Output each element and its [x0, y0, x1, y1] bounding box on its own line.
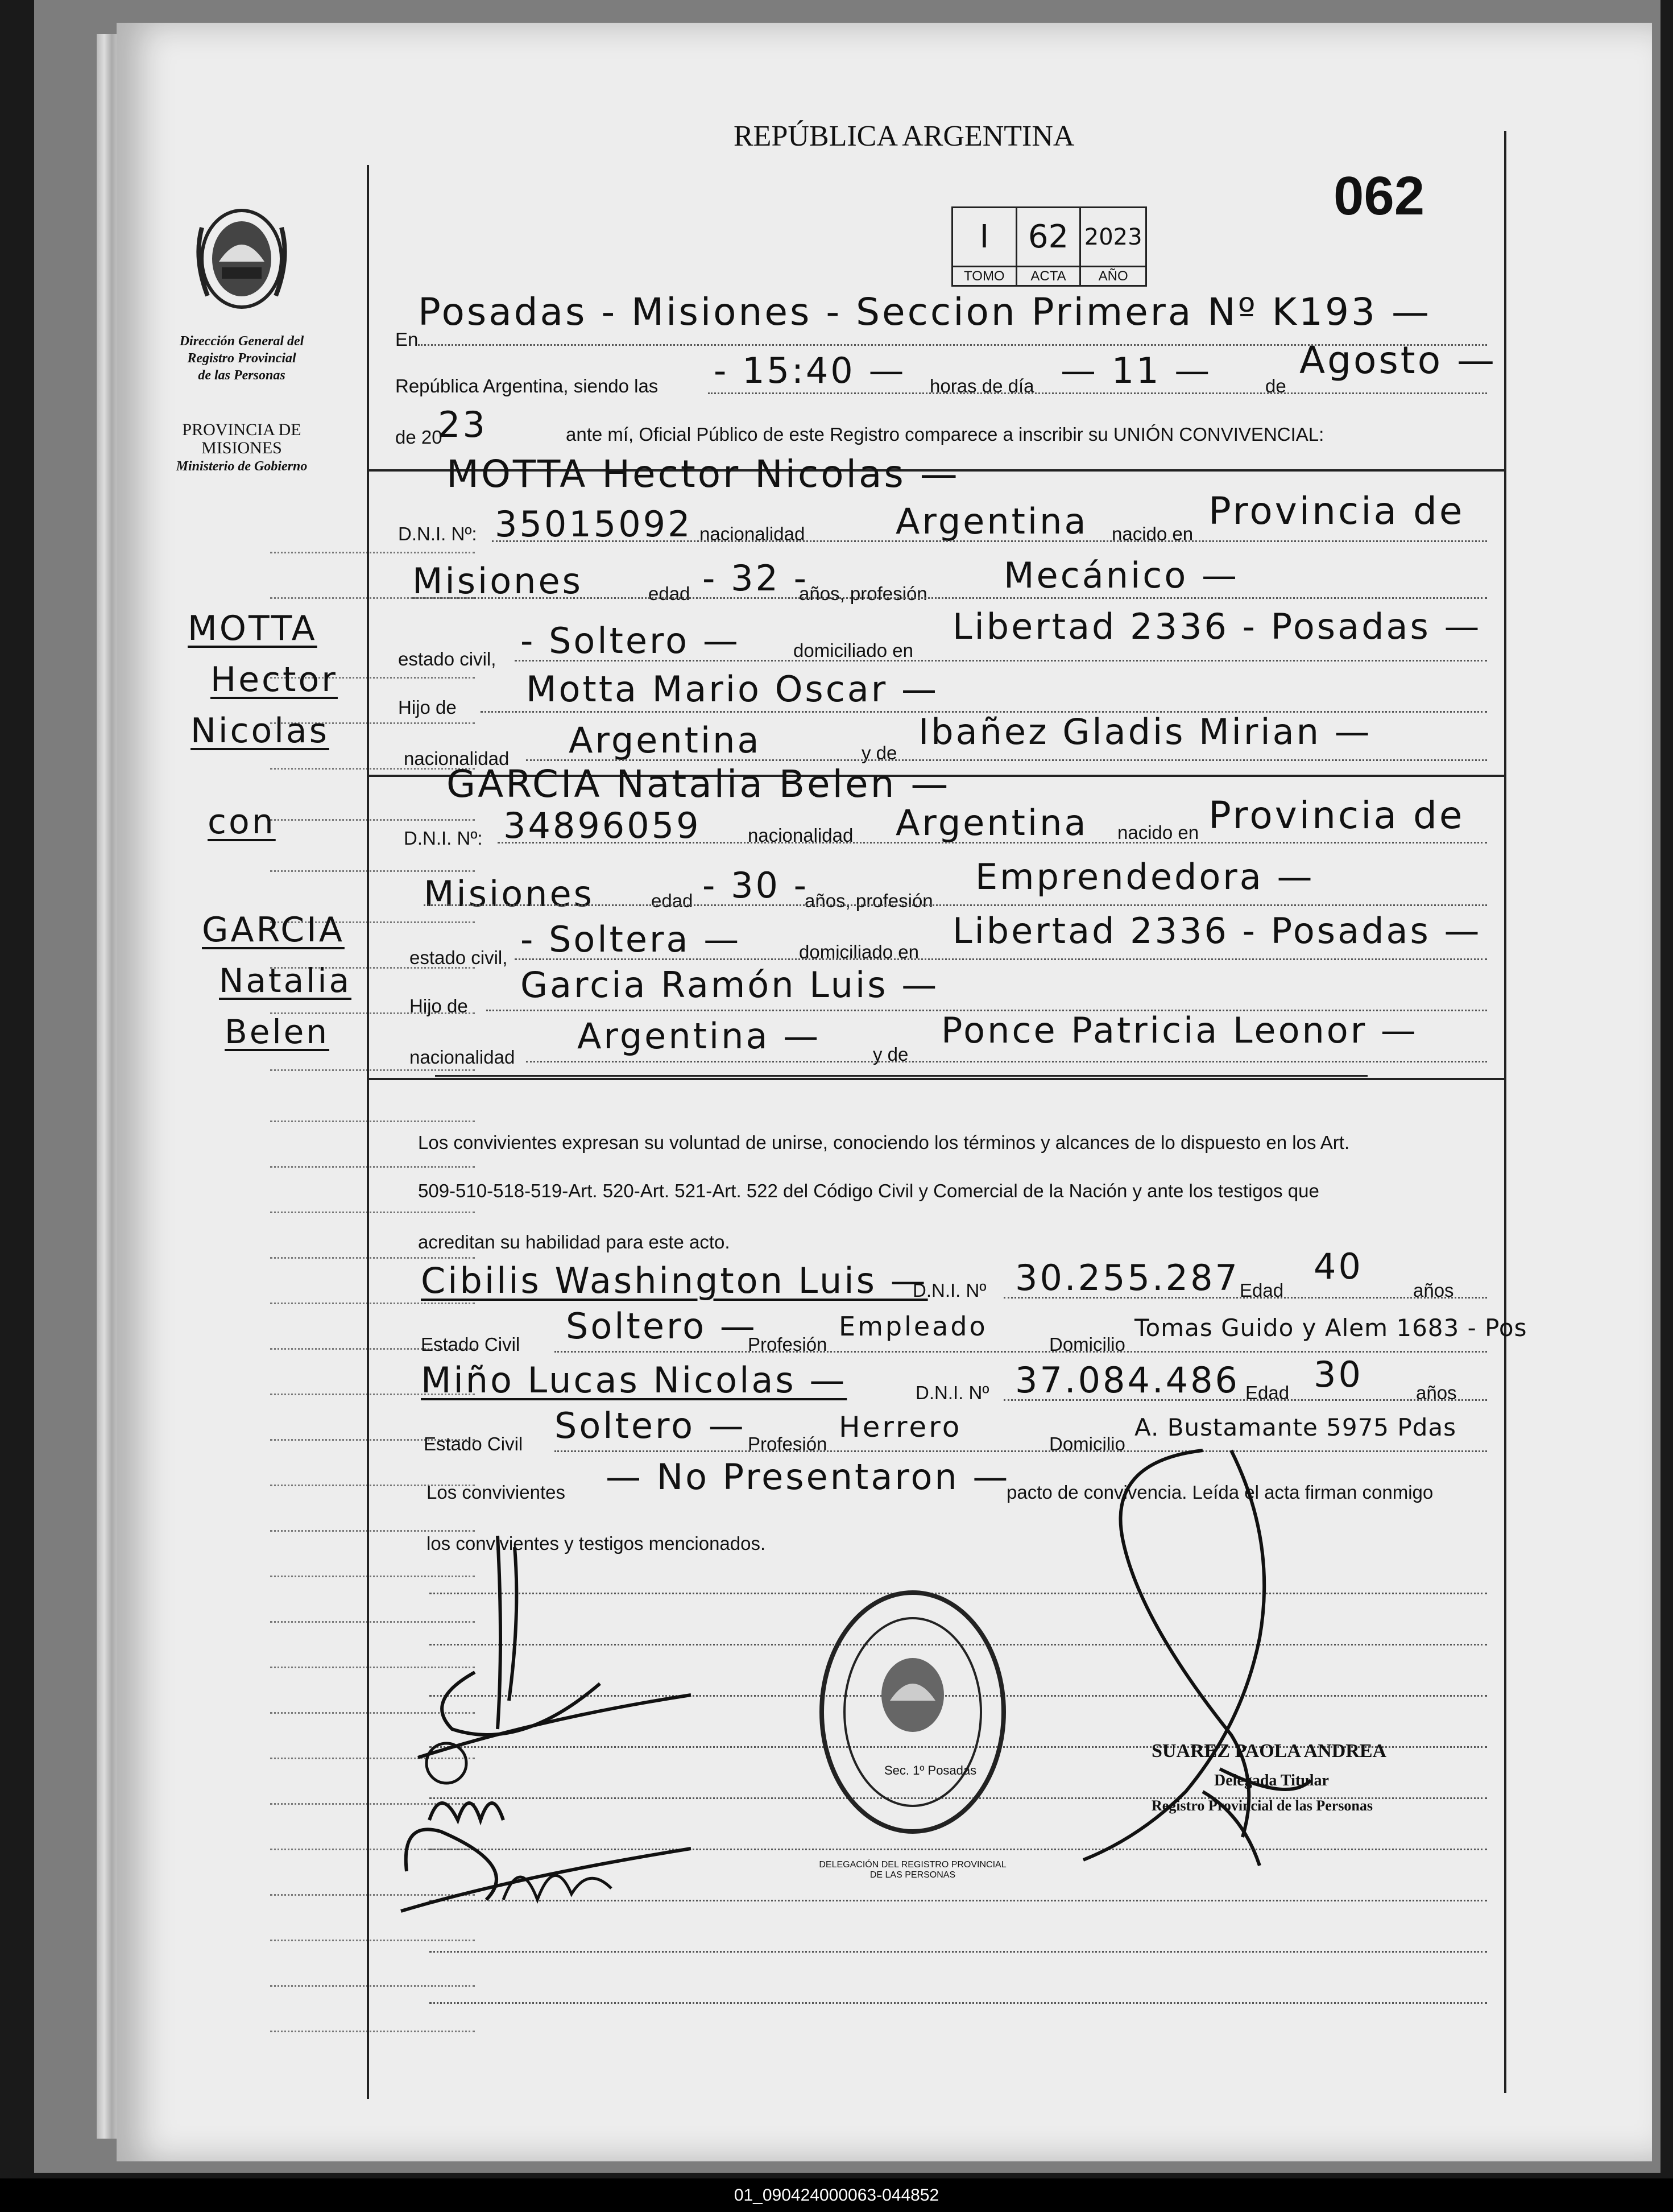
day-value: — 11 — — [1061, 350, 1212, 391]
dotted-line — [515, 958, 1487, 960]
province-emblem-icon — [191, 193, 293, 319]
nacionalidad-label: nacionalidad — [404, 748, 510, 769]
witness2-edad: 30 — [1314, 1354, 1363, 1395]
y-de-label: y de — [862, 742, 897, 763]
margin-name: con — [208, 802, 276, 842]
margin-line — [270, 1257, 475, 1259]
person1-nac-padre: Argentina — [569, 720, 761, 761]
witness1-domicilio: Tomas Guido y Alem 1683 - Pos — [1134, 1314, 1527, 1342]
margin-name: MOTTA — [188, 609, 317, 648]
edad-label: Edad — [1245, 1382, 1290, 1403]
province-name: PROVINCIA DE MISIONES Ministerio de Gobierno — [176, 420, 308, 474]
place-value: Posadas - Misiones - Seccion Primera Nº K193 — — [418, 290, 1431, 334]
horas-label: horas de día — [930, 375, 1034, 396]
person1-nacionalidad: Argentina — [896, 501, 1088, 542]
person2-padre: Garcia Ramón Luis — — [520, 964, 939, 1006]
margin-line — [270, 1121, 475, 1122]
acta-reference-box — [951, 206, 1147, 287]
witness2-profesion: Herrero — [839, 1411, 962, 1444]
page-edge — [97, 34, 119, 2139]
nacido-label: nacido en — [1112, 523, 1194, 544]
anio-label: AÑO — [1081, 266, 1145, 285]
margin-line — [270, 1069, 475, 1071]
person1-nacido: Provincia de — [1208, 489, 1465, 533]
dotted-line — [526, 1061, 1487, 1062]
dni-label: D.N.I. Nº: — [404, 828, 483, 849]
dotted-line — [424, 904, 1487, 906]
signature-line — [429, 1951, 1487, 1953]
person2-dni: 34896059 — [503, 805, 701, 846]
margin-name: Belen — [225, 1012, 330, 1051]
closing-line-2: los convivientes y testigos mencionados. — [426, 1533, 766, 1554]
legal-text-line-1: Los convivientes expresan su voluntad de unirse, conociendo los términos y alcances de lo dispuesto en los Art. — [418, 1132, 1350, 1153]
dotted-line — [526, 759, 1487, 761]
witness2-estado-civil: Soltero — — [554, 1405, 746, 1446]
document-page — [117, 23, 1652, 2161]
margin-line — [270, 1166, 475, 1168]
witness-signatures-icon — [372, 1502, 771, 1928]
dotted-line — [1004, 1297, 1487, 1299]
person1-dni: 35015092 — [495, 503, 693, 545]
witness1-name: Cibilis Washington Luis — — [421, 1260, 928, 1301]
person2-nacido-2: Misiones — [424, 873, 594, 915]
official-office: Registro Provincial de las Personas — [1152, 1797, 1373, 1814]
time-value: - 15:40 — — [714, 350, 906, 391]
republica-label: República Argentina, siendo las — [395, 375, 659, 396]
section-divider — [367, 1078, 1506, 1080]
margin-name: Hector — [210, 660, 338, 700]
edad-label: Edad — [1240, 1280, 1284, 1301]
official-name: SUAREZ PAOLA ANDREA — [1152, 1740, 1387, 1762]
person1-nacido-2: Misiones — [412, 560, 583, 602]
margin-line — [270, 1985, 475, 1987]
compare-text: ante mí, Oficial Público de este Registro comparece a inscribir su UNIÓN CONVIVENCIAL: — [566, 424, 1324, 445]
person2-name: GARCIA Natalia Belen — — [446, 762, 951, 806]
person2-nacionalidad: Argentina — [896, 802, 1088, 844]
page-number: 062 — [1334, 166, 1425, 226]
profesion-label: Profesión — [748, 1334, 827, 1355]
profesion-label: años, profesión — [799, 583, 927, 604]
margin-name: Natalia — [219, 961, 351, 1000]
tomo-label: TOMO — [953, 266, 1017, 285]
official-signature-icon — [1072, 1439, 1390, 1894]
person1-profesion: Mecánico — — [1004, 555, 1239, 596]
official-title: Delegada Titular — [1214, 1772, 1329, 1789]
pacto-value: — No Presentaron — — [606, 1456, 1011, 1498]
person2-madre: Ponce Patricia Leonor — — [941, 1010, 1418, 1051]
dni-label: D.N.I. Nº — [913, 1280, 987, 1301]
legal-text-line-2: 509-510-518-519-Art. 520-Art. 521-Art. 522 del Código Civil y Comercial de la Nación y ante los testigos que — [418, 1180, 1319, 1201]
closing-prefix: Los convivientes — [426, 1482, 565, 1503]
seal-ring-text: DELEGACIÓN DEL REGISTRO PROVINCIAL DE LAS PERSONAS — [819, 1860, 1007, 1880]
anio-value: 2023 — [1084, 224, 1142, 250]
person1-edad: - 32 - — [702, 557, 809, 599]
domicilio-label: domiciliado en — [799, 941, 919, 962]
margin-line — [270, 552, 475, 553]
estado-civil-label: estado civil, — [398, 648, 496, 669]
edad-label: edad — [651, 890, 693, 911]
person1-domicilio: Libertad 2336 - Posadas — — [953, 606, 1482, 647]
registry-seal-icon — [810, 1570, 1015, 1854]
legal-text-line-3: acreditan su habilidad para este acto. — [418, 1231, 730, 1252]
agency-name: Dirección General del Registro Provincial de las Personas — [179, 334, 304, 383]
dotted-line — [1004, 1399, 1487, 1401]
dni-label: D.N.I. Nº — [916, 1382, 989, 1403]
witness1-dni: 30.255.287 — [1015, 1257, 1240, 1299]
month-value: Agosto — — [1299, 338, 1497, 382]
y-de-label: y de — [873, 1044, 909, 1065]
edad-label: edad — [648, 583, 690, 604]
hijo-label: Hijo de — [398, 697, 457, 718]
year-prefix: de 20 — [395, 427, 442, 448]
person1-name: MOTTA Hector Nicolas — — [446, 452, 960, 496]
nacionalidad-label: nacionalidad — [699, 523, 805, 544]
dotted-line — [492, 540, 1487, 542]
anios-label: años — [1416, 1382, 1457, 1403]
witness1-edad: 40 — [1314, 1246, 1363, 1287]
dni-label: D.N.I. Nº: — [398, 523, 477, 544]
person1-estado-civil: - Soltero — — [520, 620, 740, 661]
witness1-estado-civil: Soltero — — [566, 1305, 757, 1347]
nacido-label: nacido en — [1117, 822, 1199, 843]
person2-edad: - 30 - — [702, 865, 809, 906]
person2-nacido: Provincia de — [1208, 793, 1465, 837]
year-value: 23 — [438, 404, 487, 445]
anios-label: años — [1413, 1280, 1454, 1301]
estado-civil-label: estado civil, — [409, 947, 508, 968]
person2-nac-padre: Argentina — — [577, 1015, 821, 1057]
domicilio-label: Domicilio — [1049, 1334, 1125, 1355]
file-id-footer: 01_090424000063-044852 — [0, 2178, 1673, 2212]
right-frame-line — [1504, 131, 1506, 2093]
hijo-label: Hijo de — [409, 995, 468, 1016]
en-label: En — [395, 329, 419, 350]
tomo-value: I — [953, 208, 1017, 266]
witness1-profesion: Empleado — [839, 1311, 988, 1342]
nacionalidad-label: nacionalidad — [748, 825, 854, 846]
person2-profesion: Emprendedora — — [975, 856, 1315, 898]
acta-label: ACTA — [1017, 266, 1082, 285]
witness2-name: Miño Lucas Nicolas — — [421, 1359, 847, 1401]
dotted-line — [554, 1351, 1487, 1353]
margin-line — [270, 1940, 475, 1941]
estado-civil-label: Estado Civil — [421, 1334, 520, 1355]
nacionalidad-label: nacionalidad — [409, 1047, 515, 1068]
margin-line — [270, 1212, 475, 1213]
estado-civil-label: Estado Civil — [424, 1433, 523, 1454]
dotted-line — [708, 392, 1487, 394]
country-title: REPÚBLICA ARGENTINA — [734, 120, 1075, 152]
margin-line — [270, 2031, 475, 2032]
profesion-label: años, profesión — [805, 890, 933, 911]
closing-suffix: pacto de convivencia. Leída el acta firman conmigo — [1007, 1482, 1434, 1503]
dotted-line — [412, 597, 1487, 599]
acta-value: 62 — [1017, 208, 1082, 266]
dotted-line — [515, 660, 1487, 661]
de-label: de — [1265, 375, 1286, 396]
seal-inner-text: Sec. 1º Posadas — [884, 1763, 977, 1777]
margin-line — [270, 819, 475, 821]
witness2-dni: 37.084.486 — [1015, 1359, 1240, 1401]
person1-padre: Motta Mario Oscar — — [526, 668, 939, 710]
dotted-line — [498, 842, 1487, 844]
person2-domicilio: Libertad 2336 - Posadas — — [953, 910, 1482, 952]
signature-line — [429, 2002, 1487, 2004]
domicilio-label: domiciliado en — [793, 640, 913, 661]
margin-line — [270, 1303, 475, 1304]
margin-name: GARCIA — [202, 910, 345, 950]
domicilio-label: Domicilio — [1049, 1433, 1125, 1454]
person1-madre: Ibañez Gladis Mirian — — [918, 711, 1372, 753]
margin-line — [270, 870, 475, 872]
left-frame-line — [367, 165, 369, 2099]
person2-estado-civil: - Soltera — — [520, 919, 742, 960]
handwritten-strike-line — [435, 1075, 1368, 1077]
margin-name: Nicolas — [191, 711, 329, 751]
profesion-label: Profesión — [748, 1433, 827, 1454]
witness2-domicilio: A. Bustamante 5975 Pdas — [1134, 1413, 1456, 1441]
